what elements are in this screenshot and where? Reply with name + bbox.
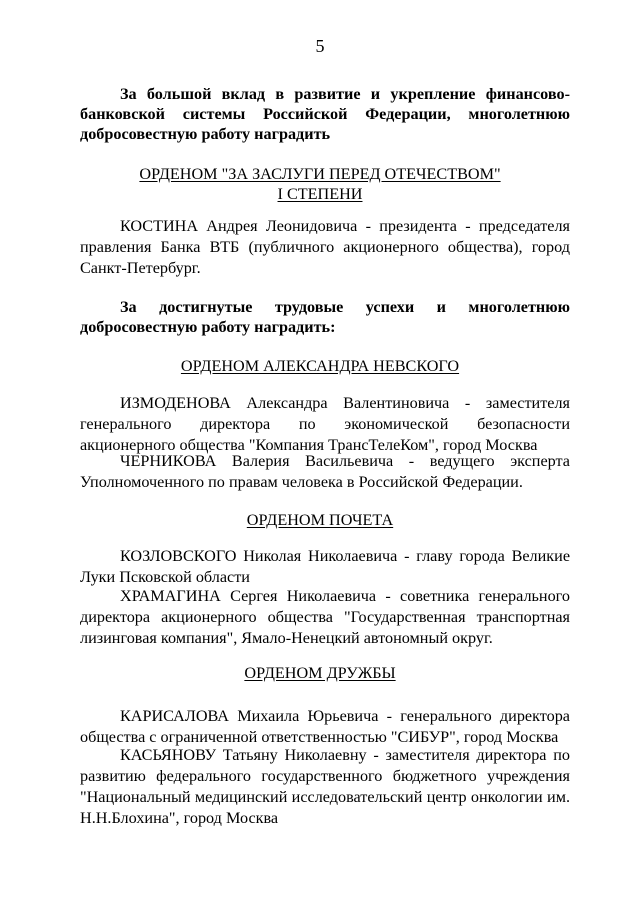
recipient-description: - главу города Великие Луки Псковской области xyxy=(80,547,571,586)
order-title-line: ОРДЕНОМ ДРУЖБЫ xyxy=(244,664,396,682)
order-title xyxy=(0,164,640,204)
order-title xyxy=(0,356,640,376)
recipient-name: КОЗЛОВСКОГО Николая Николаевича xyxy=(120,547,398,565)
section-intro: За достигнутые трудовые успехи и многолетнюю добросовестную работу наградить: xyxy=(80,298,570,336)
order-title xyxy=(0,510,640,530)
award-recipient xyxy=(80,546,570,588)
award-recipient xyxy=(80,706,570,748)
recipient-description: - президента - председателя правления Банка ВТБ (публичного акционерного общества), город Санкт-Петербург. xyxy=(80,217,570,277)
recipient-description: - заместителя директора по развитию федерального государственного бюджетного учреждения "Национальный медицинский исследовательский центр онкологии им. Н.Н.Блохина", город Москва xyxy=(80,746,570,827)
recipient-description: - генерального директора общества с ограниченной ответственностью "СИБУР", город Москва xyxy=(80,707,570,746)
award-recipient xyxy=(80,393,570,456)
recipient-name: ЧЕРНИКОВА Валерия Васильевича xyxy=(120,452,394,470)
recipient-name: КАРИСАЛОВА Михаила Юрьевича xyxy=(120,707,379,725)
order-title-line: I СТЕПЕНИ xyxy=(277,185,363,203)
order-title-line: ОРДЕНОМ "ЗА ЗАСЛУГИ ПЕРЕД ОТЕЧЕСТВОМ" xyxy=(139,165,501,183)
order-title xyxy=(0,663,640,683)
recipient-name: КОСТИНА Андрея Леонидовича xyxy=(120,217,358,235)
recipient-description: - ведущего эксперта Уполномоченного по правам человека в Российской Федерации. xyxy=(80,452,570,491)
recipient-description: - советника генерального директора акционерного общества "Государственная транспортная лизинговая компания", Ямало-Ненецкий автономный округ. xyxy=(80,587,570,647)
award-recipient xyxy=(80,216,570,279)
recipient-name: КАСЬЯНОВУ Татьяну Николаевну xyxy=(120,746,367,764)
award-recipient xyxy=(80,586,570,649)
award-recipient xyxy=(80,745,570,829)
recipient-name: ИЗМОДЕНОВА Александра Валентиновича xyxy=(120,394,450,412)
recipient-description: - заместителя генерального директора по экономической безопасности акционерного общества "Компания ТрансТелеКом", город Москва xyxy=(80,394,570,454)
order-title-line: ОРДЕНОМ ПОЧЕТА xyxy=(246,511,394,529)
recipient-name: ХРАМАГИНА Сергея Николаевича xyxy=(120,587,377,605)
page-number: 5 xyxy=(315,36,325,56)
order-title-line: ОРДЕНОМ АЛЕКСАНДРА НЕВСКОГО xyxy=(180,357,460,375)
award-recipient xyxy=(80,451,570,493)
section-intro: За большой вклад в развитие и укрепление финансово-банковской системы Российской Федерации, многолетнюю добросовестную работу наградить xyxy=(80,85,570,143)
